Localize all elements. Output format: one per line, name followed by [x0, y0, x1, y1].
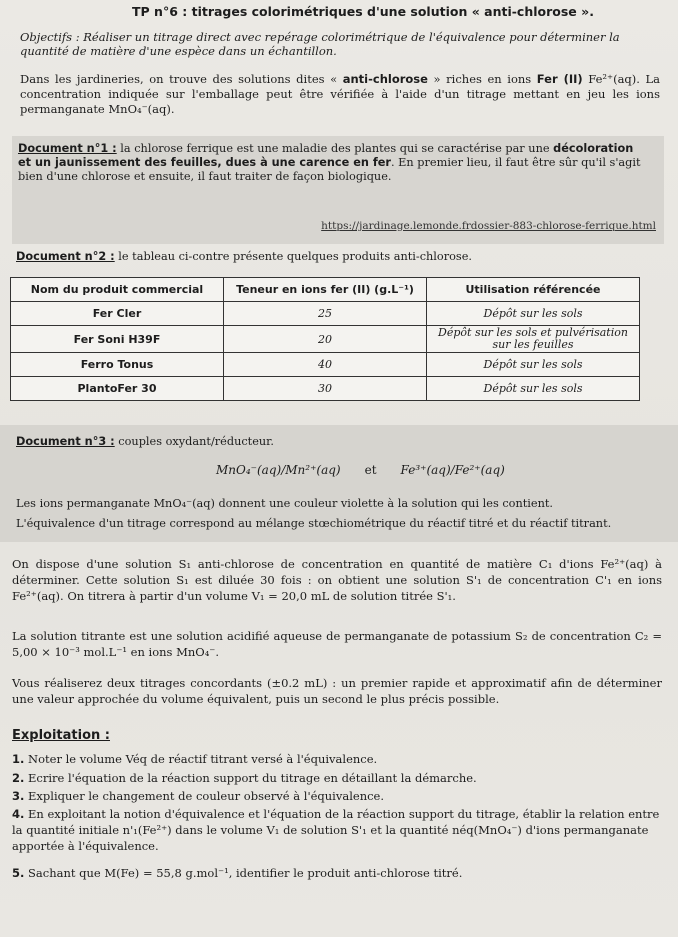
- redox-couples: [216, 463, 505, 477]
- document-2-text: le tableau ci-contre présente quelques produits anti-chlorose.: [114, 250, 473, 263]
- usage: Dépôt sur les sols: [427, 353, 640, 377]
- product-name: Fer Soni H39F: [11, 326, 224, 353]
- usage: Dépôt sur les sols: [427, 377, 640, 401]
- question-text: Sachant que M(Fe) = 55,8 g.mol⁻¹, identifier le produit anti-chlorose titré.: [28, 866, 463, 880]
- intro-bold: anti-chlorose: [342, 72, 428, 86]
- question-number: 4.: [12, 807, 25, 821]
- procedure-description: Vous réaliserez deux titrages concordants (±0.2 mL) : un premier rapide et approximatif afin de déterminer une valeur approchée du volume équivalent, puis un second le plus précis possible.: [12, 676, 662, 706]
- question-text: Ecrire l'équation de la réaction support du titrage en détaillant la démarche.: [28, 771, 477, 785]
- question-text: Noter le volume Véq de réactif titrant versé à l'équivalence.: [28, 752, 378, 766]
- equivalence-definition: L'équivalence d'un titrage correspond au mélange stœchiométrique du réactif titré et du réactif titrant.: [16, 517, 612, 530]
- couples-separator: et: [364, 463, 377, 477]
- objectives-text: Réaliser un titrage direct avec repérage colorimétrique de l'équivalence pour déterminer la quantité de matière d'une espèce dans un échantillon.: [20, 30, 620, 58]
- page-title: TP n°6 : titrages colorimétriques d'une solution « anti-chlorose ».: [132, 4, 594, 19]
- iron-content: 30: [224, 377, 427, 401]
- column-header: Utilisation référencée: [427, 278, 640, 302]
- question-number: 3.: [12, 789, 25, 803]
- product-name: PlantoFer 30: [11, 377, 224, 401]
- iron-content: 20: [224, 326, 427, 353]
- intro-paragraph: [20, 72, 660, 117]
- usage: Dépôt sur les sols: [427, 302, 640, 326]
- question-5: [12, 866, 666, 880]
- question-text: Expliquer le changement de couleur observé à l'équivalence.: [28, 789, 384, 803]
- question-3: [12, 789, 666, 803]
- document-3-label: Document n°3 :: [16, 435, 115, 448]
- column-header: Teneur en ions fer (II) (g.L⁻¹): [224, 278, 427, 302]
- product-name: Ferro Tonus: [11, 353, 224, 377]
- question-number: 1.: [12, 752, 25, 766]
- document-1-text: [18, 142, 648, 184]
- document-1-box: [12, 136, 664, 244]
- question-1: [12, 752, 666, 766]
- intro-text-2: » riches en ions: [427, 72, 537, 86]
- intro-text-3: Fe²⁺(aq). La concentration indiquée sur l'emballage peut être vérifiée à l'aide d'un titrage mettant en jeu les ions permanganate MnO₄⁻(aq).: [20, 72, 660, 116]
- intro-ions: Fer (II): [536, 72, 583, 86]
- objectives: [20, 30, 660, 58]
- question-number: 2.: [12, 771, 25, 785]
- table-row: [11, 302, 640, 326]
- document-3-box: [0, 425, 678, 542]
- objectives-label: Objectifs :: [20, 30, 80, 44]
- question-2: [12, 771, 666, 785]
- intro-text-1: Dans les jardineries, on trouve des solutions dites «: [20, 72, 343, 86]
- document-2-label: Document n°2 :: [16, 250, 115, 263]
- exploitation-title: Exploitation :: [12, 728, 110, 743]
- product-name: Fer Cler: [11, 302, 224, 326]
- products-table: [10, 277, 640, 401]
- question-4: [12, 806, 666, 854]
- document-1-bold: décoloration et un jaunissement des feuilles, dues à une carence en fer: [18, 142, 634, 169]
- table-header-row: [11, 278, 640, 302]
- iron-content: 25: [224, 302, 427, 326]
- titrant-description: La solution titrante est une solution acidifié aqueuse de permanganate de potassium S₂ de concentration C₂ = 5,00 × 10⁻³ mol.L⁻¹ en ions MnO₄⁻.: [12, 629, 662, 659]
- question-number: 5.: [12, 866, 25, 880]
- document-3-text: couples oxydant/réducteur.: [114, 435, 274, 448]
- document-1-source-link[interactable]: https://jardinage.lemonde.frdossier-883-chlorose-ferrique.html: [321, 220, 656, 232]
- document-1-label: Document n°1 :: [18, 142, 117, 155]
- column-header: Nom du produit commercial: [11, 278, 224, 302]
- question-text: En exploitant la notion d'équivalence et l'équation de la réaction support du titrage, établir la relation entre la quantité initiale n'₁(Fe²⁺) dans le volume V₁ de solution S'₁ et la quantité néq(MnO₄⁻) d'ions permanganate apportée à l'équivalence.: [12, 807, 660, 853]
- solution-description: On dispose d'une solution S₁ anti-chlorose de concentration en quantité de matière C₁ d'ions Fe²⁺(aq) à déterminer. Cette solution S₁ est diluée 30 fois : on obtient une solution S'₁ de concentration C'₁ en ions Fe²⁺(aq). On titrera à partir d'un volume V₁ = 20,0 mL de solution titrée S'₁.: [12, 557, 662, 603]
- iron-content: 40: [224, 353, 427, 377]
- table-row: [11, 377, 640, 401]
- permanganate-color-note: Les ions permanganate MnO₄⁻(aq) donnent une couleur violette à la solution qui les contient.: [16, 497, 553, 510]
- document-1-text-1: la chlorose ferrique est une maladie des plantes qui se caractérise par une: [116, 142, 554, 155]
- couple-iron: Fe³⁺(aq)/Fe²⁺(aq): [400, 463, 505, 477]
- document-2-caption: [16, 250, 472, 263]
- couple-permanganate: MnO₄⁻(aq)/Mn²⁺(aq): [216, 463, 341, 477]
- usage: Dépôt sur les sols et pulvérisation sur les feuilles: [427, 326, 640, 353]
- document-3-heading: [16, 435, 274, 448]
- document-1-text-2: . En premier lieu, il faut être sûr qu'il s'agit bien d'une chlorose et ensuite, il faut traiter de façon biologique.: [18, 156, 641, 183]
- table-row: [11, 326, 640, 353]
- table-row: [11, 353, 640, 377]
